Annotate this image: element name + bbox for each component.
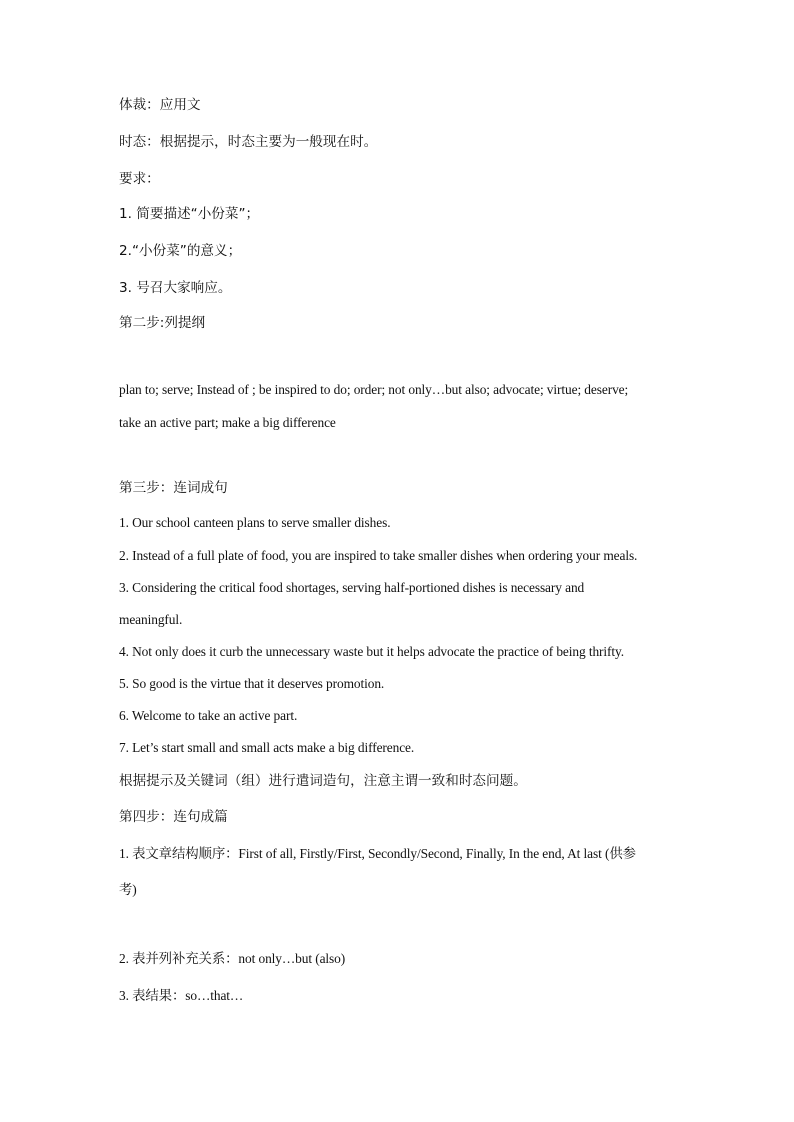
sentence-5: 5. So good is the virtue that it deserves promotion. bbox=[119, 676, 385, 691]
step2-heading: 第二步:列提纲 bbox=[119, 315, 206, 331]
step3-note: 根据提示及关键词（组）进行遣词造句，注意主谓一致和时态问题。 bbox=[119, 773, 527, 789]
linking-item-2: 2. 表并列补充关系：not only…but (also) bbox=[119, 951, 346, 966]
keywords-line-1: plan to; serve; Instead of ; be inspired to do; order; not only…but also; advocate; virtue; deserve; bbox=[119, 382, 629, 397]
requirements-heading: 要求： bbox=[119, 171, 160, 187]
tense-line: 时态：根据提示，时态主要为一般现在时。 bbox=[119, 134, 378, 150]
linking-item-3: 3. 表结果：so…that… bbox=[119, 988, 244, 1003]
linking-item-1-line-2: 考) bbox=[119, 882, 137, 897]
step3-heading: 第三步：连词成句 bbox=[119, 480, 228, 496]
sentence-3-line-2: meaningful. bbox=[119, 612, 183, 627]
linking-item-1-line-1: 1. 表文章结构顺序：First of all, Firstly/First, Secondly/Second, Finally, In the end, At last (供参 bbox=[119, 846, 636, 861]
sentence-3-line-1: 3. Considering the critical food shortages, serving half-portioned dishes is necessary and bbox=[119, 580, 585, 595]
sentence-1: 1. Our school canteen plans to serve smaller dishes. bbox=[119, 515, 391, 530]
genre-line: 体裁：应用文 bbox=[119, 97, 201, 113]
requirement-item-2: 2.“小份菜”的意义； bbox=[119, 243, 242, 259]
requirement-item-1: 1. 简要描述“小份菜”； bbox=[119, 206, 260, 222]
sentence-7: 7. Let’s start small and small acts make a big difference. bbox=[119, 740, 415, 755]
sentence-2: 2. Instead of a full plate of food, you are inspired to take smaller dishes when ordering your meals. bbox=[119, 548, 638, 563]
requirement-item-3: 3. 号召大家响应。 bbox=[119, 280, 232, 296]
step4-heading: 第四步：连句成篇 bbox=[119, 809, 228, 825]
sentence-6: 6. Welcome to take an active part. bbox=[119, 708, 298, 723]
keywords-line-2: take an active part; make a big difference bbox=[119, 415, 336, 430]
sentence-4: 4. Not only does it curb the unnecessary waste but it helps advocate the practice of being thrifty. bbox=[119, 644, 624, 659]
